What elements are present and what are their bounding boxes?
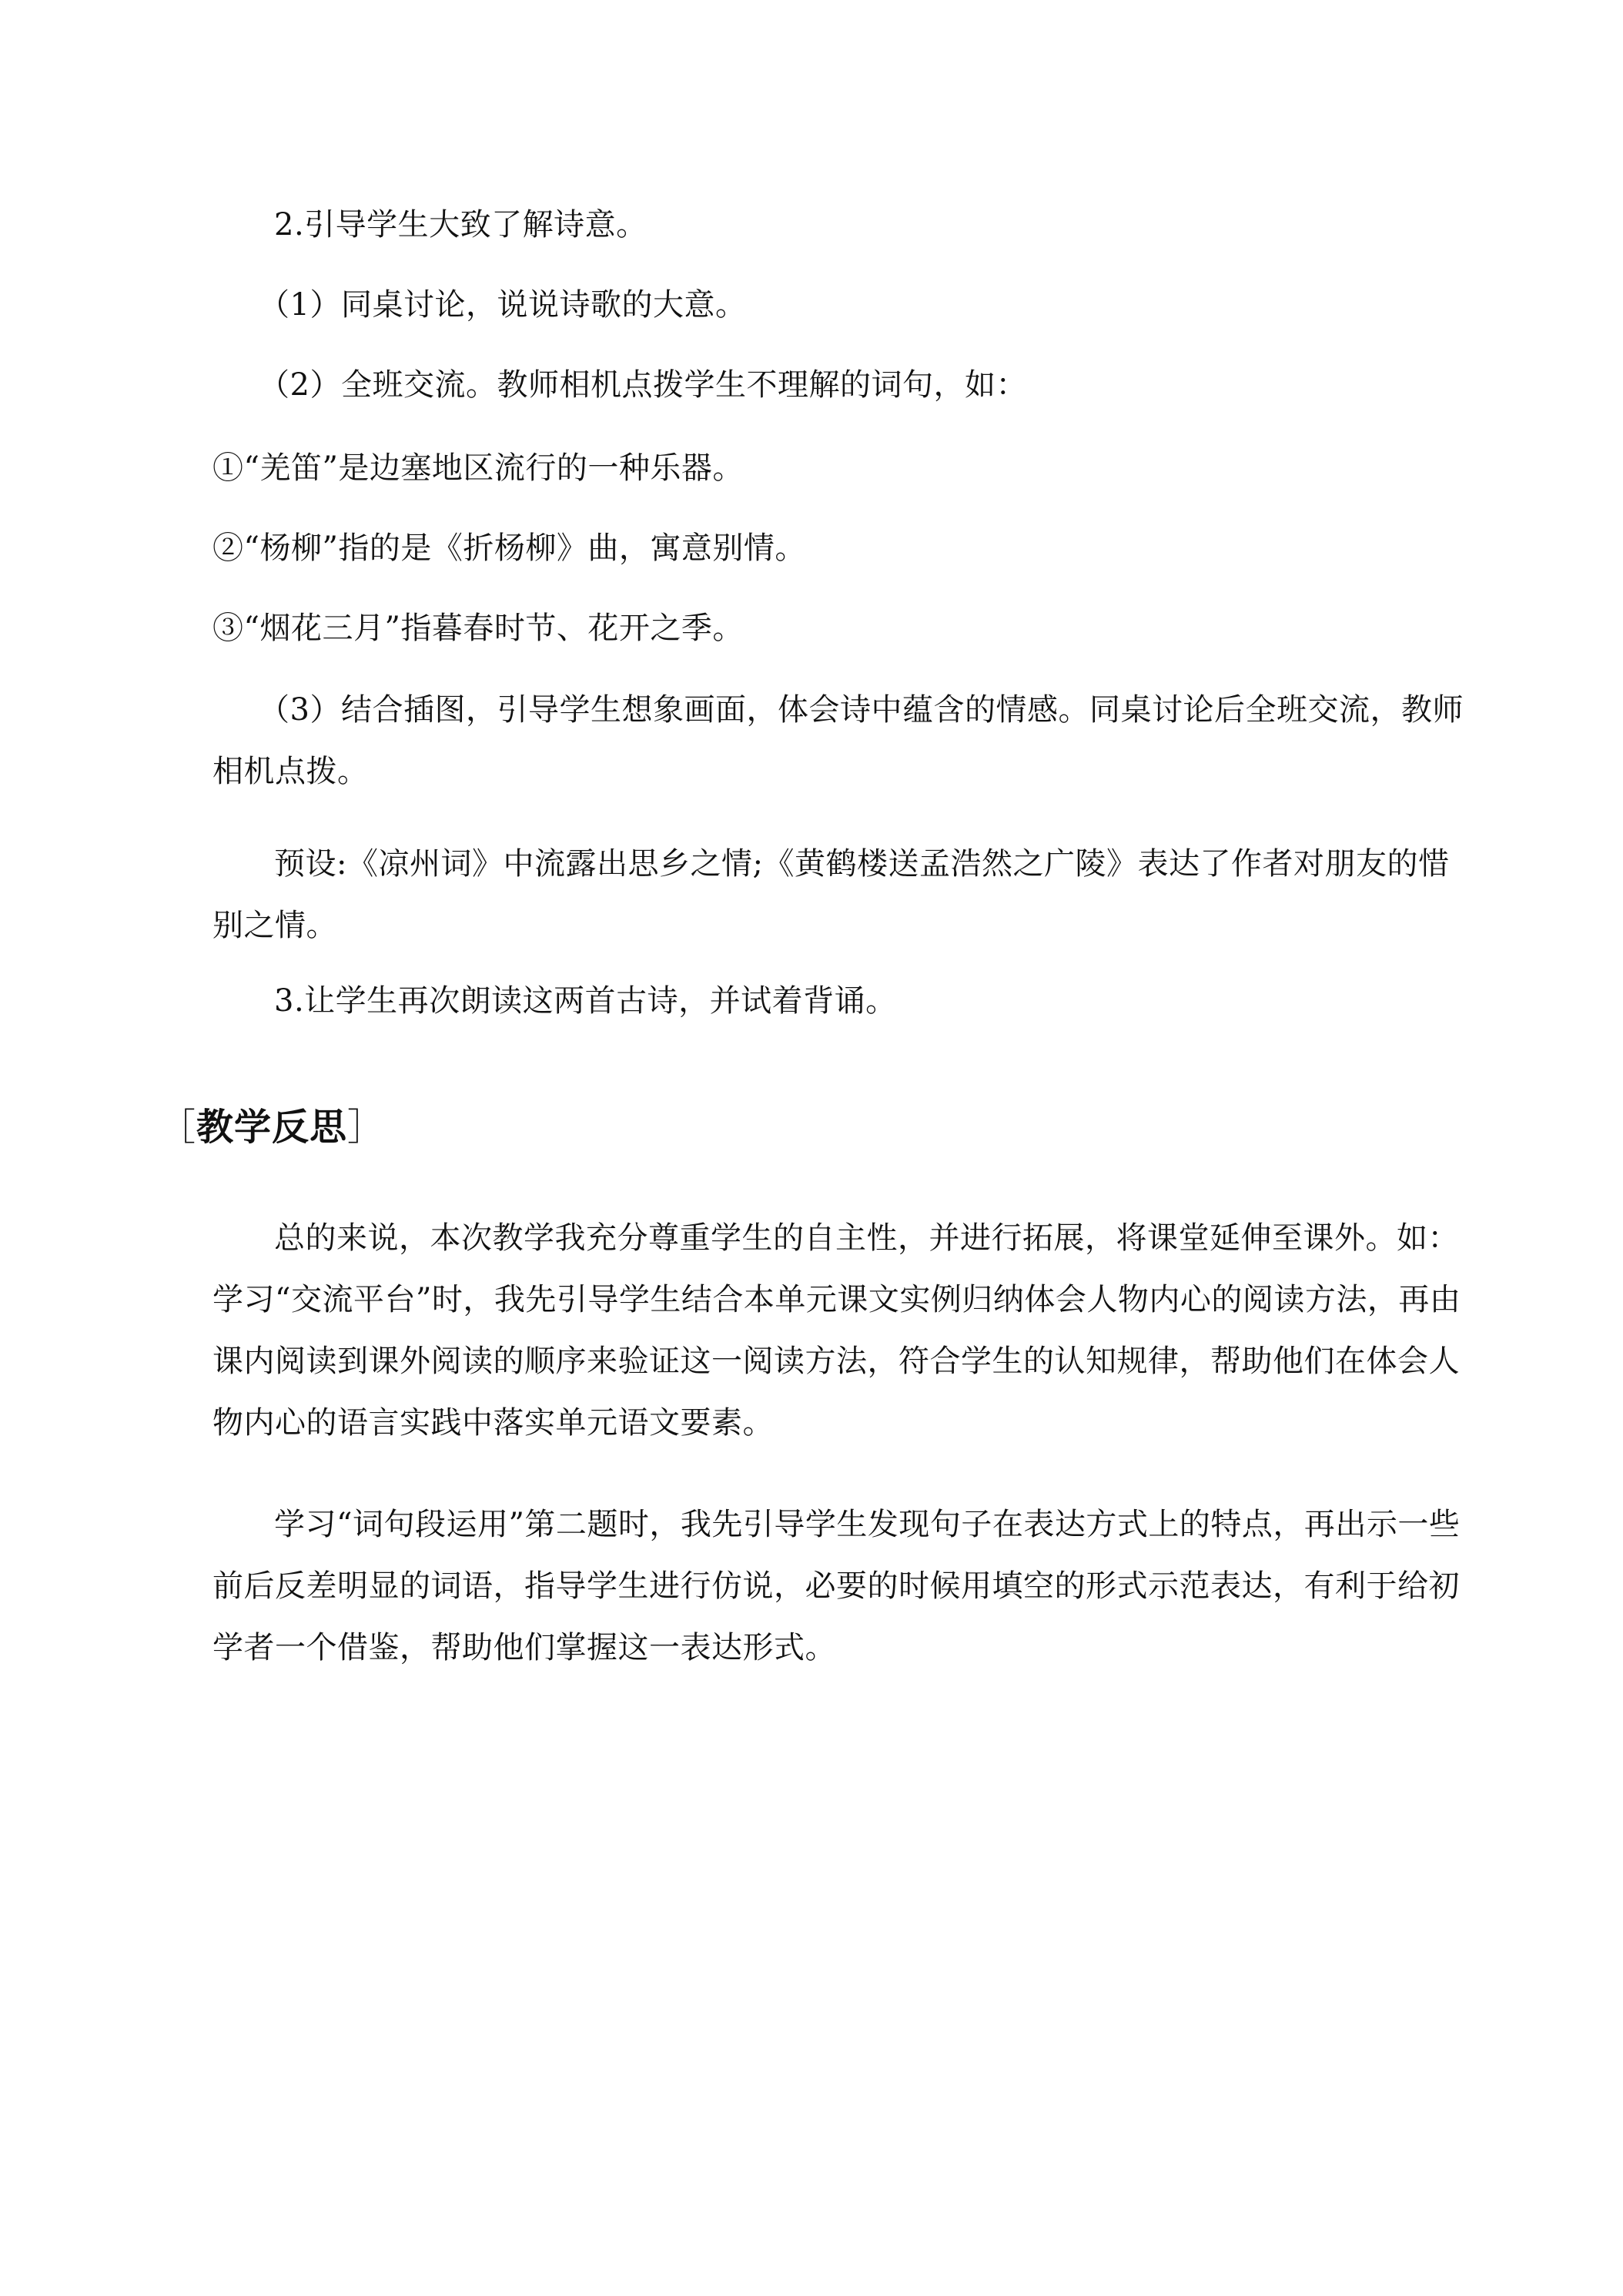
reflection-paragraph-2: 学习“词句段运用”第二题时，我先引导学生发现句子在表达方式上的特点，再出示一些前后反差明显的词语，指导学生进行仿说，必要的时候用填空的形式示范表达，有利于给初学者一个借鉴，帮助他们掌握这一表达形式。 (212, 1507, 1461, 1665)
step-2-text: 2.引导学生大致了解诗意。 (274, 207, 648, 243)
note-2-text: ②“杨柳”指的是《折杨柳》曲，寓意别情。 (212, 530, 806, 566)
substep-3-text: （3）结合插图，引导学生想象画面，体会诗中蕴含的情感。同桌讨论后全班交流，教师相机点拨。 (212, 692, 1464, 789)
heading-bracket-open: ［ (159, 1106, 197, 1149)
note-3-text: ③“烟花三月”指暮春时节、花开之季。 (212, 611, 744, 646)
section-heading-reflection (159, 1096, 385, 1158)
heading-bracket-close: ］ (347, 1106, 386, 1149)
step-3-text: 3.让学生再次朗读这两首古诗，并试着背诵。 (274, 983, 897, 1019)
substep-1-text: （1）同桌讨论，说说诗歌的大意。 (259, 287, 747, 323)
reflection-paragraph-1: 总的来说，本次教学我充分尊重学生的自主性，并进行拓展，将课堂延伸至课外。如：学习“交流平台”时，我先引导学生结合本单元课文实例归纳体会人物内心的阅读方法，再由课内阅读到课外阅读的顺序来验证这一阅读方法，符合学生的认知规律，帮助他们在体会人物内心的语言实践中落实单元语文要素。 (212, 1220, 1461, 1441)
note-1-text: ①“羌笛”是边塞地区流行的一种乐器。 (212, 450, 744, 486)
preset-text: 预设:《凉州词》中流露出思乡之情;《黄鹤楼送孟浩然之广陵》表达了作者对朋友的惜别之情。 (212, 846, 1450, 943)
substep-2-text: （2）全班交流。教师相机点拨学生不理解的词句，如： (259, 367, 1027, 403)
heading-title: 教学反思 (196, 1106, 348, 1149)
